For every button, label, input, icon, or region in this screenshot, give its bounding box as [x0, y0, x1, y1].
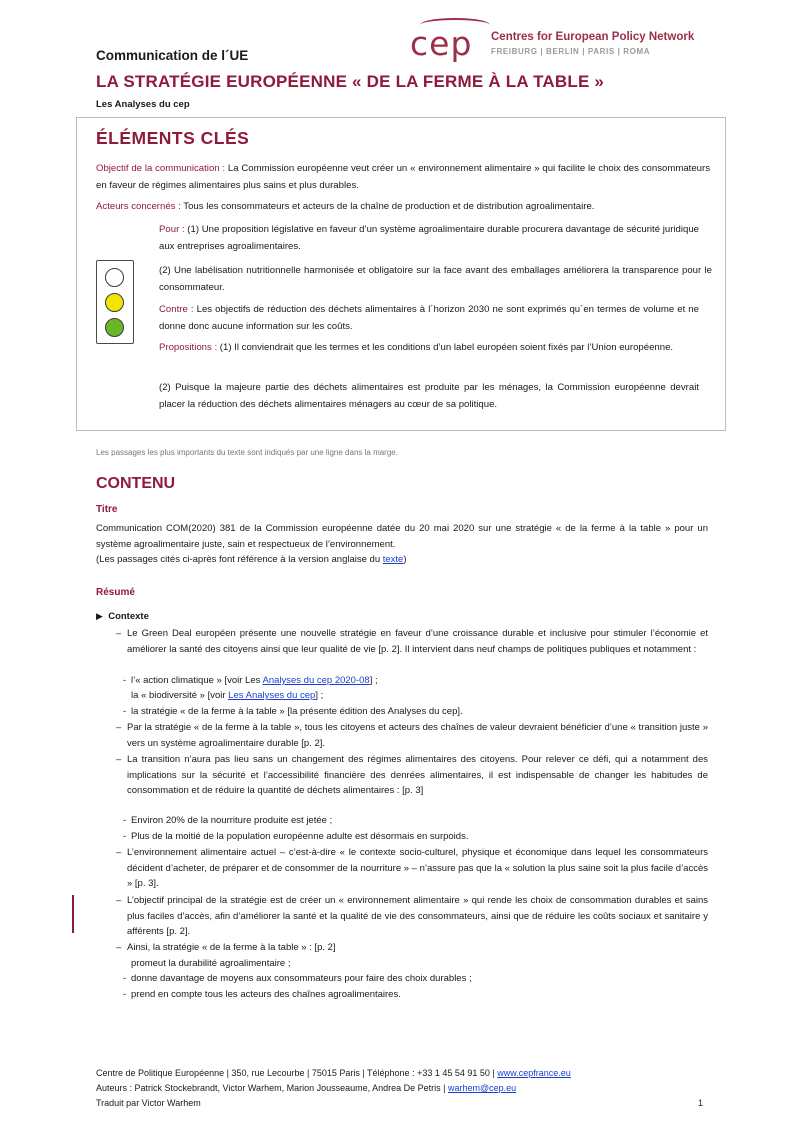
acteurs-paragraph: Acteurs concernés : Tous les consommateurs et acteurs de la chaîne de production et de distribution agroalimentaire.: [96, 201, 595, 212]
traffic-light-middle-icon: [105, 293, 124, 312]
objectif-label: Objectif de la communication :: [96, 163, 226, 174]
propositions-paragraph-1: Propositions : (1) Il conviendrait que les termes et les conditions d’un label européen soient fixés par l’Union européenne.: [159, 342, 674, 353]
dash-icon: -: [123, 706, 127, 717]
analyses-2020-08-link[interactable]: Analyses du cep 2020-08: [262, 675, 370, 686]
dash-icon: -: [123, 989, 127, 1000]
website-link[interactable]: www.cepfrance.eu: [497, 1068, 571, 1078]
document-title: LA STRATÉGIE EUROPÉENNE « DE LA FERME À LA TABLE »: [96, 72, 605, 91]
dash-icon: –: [116, 847, 122, 858]
objectif-paragraph: Objectif de la communication : La Commission européenne veut créer un « environnement alimentaire » qui facilite le choix des consommateurs en faveur de régimes alimentaires plus sains et plus durables.: [96, 163, 710, 191]
document-subtitle: Les Analyses du cep: [96, 99, 190, 110]
dash-icon: –: [116, 754, 122, 765]
cep-logo: [410, 22, 710, 72]
sub-bullet-acteurs: prend en compte tous les acteurs des chaînes agroalimentaires.: [131, 989, 401, 1000]
pour-label: Pour :: [159, 224, 185, 235]
sub-bullet-durabilite: promeut la durabilité agroalimentaire ;: [131, 958, 291, 969]
contenu-heading: CONTENU: [96, 475, 176, 492]
bullet-environnement-actuel: L’environnement alimentaire actuel – c’est-à-dire « le contexte socio-culturel, physique et économique dans lequel les consommateurs décident d’acheter, de préparer et de consommer de la nourriture » – n’assure pas que la « solution la plus saine soit la plus facile d’accès » [p. 3].: [127, 847, 708, 889]
traffic-light-top-icon: [105, 268, 124, 287]
bullet-transition-juste: Par la stratégie « de la ferme à la table », tous les citoyens et acteurs des chaînes de valeur devraient bénéficier d’une « transition juste » vers un système agroalimentaire durable [p. 2].: [127, 722, 708, 749]
logo-cep-text: cep: [410, 24, 472, 63]
communication-label: Communication de l´UE: [96, 48, 249, 63]
sub-bullet-nourriture-jetee: Environ 20% de la nourriture produite est jetée ;: [131, 815, 333, 826]
page-number: 1: [698, 1098, 704, 1108]
bullet-transition-regimes: La transition n’aura pas lieu sans un changement des régimes alimentaires des citoyens. Pour relever ce défi, qui a notamment des implications sur la sécurité et l’accessibilité financière des denrées alimentaires, il est indispensable de changer les habitudes de consommation et de réduire la quantité de déchets alimentaires : [p. 3]: [127, 754, 708, 796]
dash-icon: -: [123, 831, 127, 842]
dash-icon: –: [116, 895, 122, 906]
bullet-objectif-principal: L’objectif principal de la stratégie est de créer un « environnement alimentaire » qui rende les choix de consommation durables et sains plus faciles d’accès, afin d’améliorer la santé et la qualité de vie des consommateurs, ainsi que de réduire les coûts sociaux et sanitaire y afférents [p. 2].: [127, 895, 708, 937]
footer-translator: Traduit par Victor Warhem: [96, 1098, 201, 1108]
sub-bullet-action-climatique: l’« action climatique » [voir Les Analyses du cep 2020-08] ;: [131, 675, 378, 686]
contexte-heading: ▶ Contexte: [96, 611, 149, 622]
sub-bullet-surpoids: Plus de la moitié de la population européenne adulte est désormais en surpoids.: [131, 831, 469, 842]
margin-note: Les passages les plus importants du texte sont indiqués par une ligne dans la marge.: [96, 448, 398, 457]
texte-link[interactable]: texte: [382, 554, 404, 565]
titre-note: (Les passages cités ci-après font référence à la version anglaise du texte): [96, 554, 407, 565]
dash-icon: -: [123, 815, 127, 826]
key-elements-heading: ÉLÉMENTS CLÉS: [96, 128, 250, 148]
propositions-label: Propositions :: [159, 342, 218, 353]
sub-bullet-ferme-table: la stratégie « de la ferme à la table » [la présente édition des Analyses du cep].: [131, 706, 463, 717]
bullet-ainsi: Ainsi, la stratégie « de la ferme à la table » : [p. 2]: [127, 942, 336, 953]
contre-paragraph: Contre : Les objectifs de réduction des déchets alimentaires à l´horizon 2030 ne sont exprimés qu´en termes de volume et ne donne donc aucune information sur les coûts.: [159, 304, 699, 332]
propositions-paragraph-2: (2) Puisque la majeure partie des déchets alimentaires est produite par les ménages, la Commission européenne devrait placer la réduction des déchets alimentaires ménagers au cœur de sa politique.: [159, 382, 699, 410]
bullet-green-deal: Le Green Deal européen présente une nouvelle stratégie en faveur d’une croissance durable et inclusive pour stimuler l’économie et améliorer la santé des citoyens ainsi que leur qualité de vie [p. 2]. Il intervient dans neuf champs de politiques publiques et notamment :: [127, 628, 708, 655]
footer-address: Centre de Politique Européenne | 350, rue Lecourbe | 75015 Paris | Téléphone : +33 1 45 54 91 50 | www.cepfrance.eu: [96, 1068, 571, 1078]
dash-icon: –: [116, 628, 122, 639]
acteurs-label: Acteurs concernés :: [96, 201, 181, 212]
titre-text: Communication COM(2020) 381 de la Commission européenne datée du 20 mai 2020 sur une stratégie « de la ferme à la table » pour un système agroalimentaire juste, sain et respectueux de l’environnement.: [96, 523, 708, 550]
logo-network-name: Centres for European Policy Network: [491, 31, 695, 43]
pour-paragraph-1: Pour : (1) Une proposition législative en faveur d’un système agroalimentaire durable procurera davantage de sécurité juridique aux entreprises agroalimentaires.: [159, 224, 699, 252]
resume-heading: Résumé: [96, 587, 135, 598]
dash-icon: –: [116, 722, 122, 733]
pour-paragraph-2: (2) Une labélisation nutritionnelle harmonisée et obligatoire sur la face avant des emballages améliorera la transparence pour le consommateur.: [159, 265, 712, 293]
email-link[interactable]: warhem@cep.eu: [448, 1083, 517, 1093]
analyses-cep-link[interactable]: Les Analyses du cep: [228, 690, 316, 701]
dash-icon: –: [116, 942, 122, 953]
triangle-bullet-icon: ▶: [96, 611, 103, 621]
logo-cities: FREIBURG | BERLIN | PARIS | ROMA: [491, 47, 651, 56]
traffic-light-bottom-icon: [105, 318, 124, 337]
sub-bullet-moyens: donne davantage de moyens aux consommateurs pour faire des choix durables ;: [131, 973, 472, 984]
dash-icon: -: [123, 973, 127, 984]
dash-icon: -: [123, 675, 127, 686]
contre-label: Contre :: [159, 304, 194, 315]
titre-heading: Titre: [96, 504, 118, 515]
margin-importance-line: [72, 895, 74, 933]
traffic-light-icon: [96, 260, 134, 344]
sub-bullet-biodiversite: la « biodiversité » [voir Les Analyses du cep] ;: [131, 690, 324, 701]
footer-authors: Auteurs : Patrick Stockebrandt, Victor Warhem, Marion Jousseaume, Andrea De Petris | warhem@cep.eu: [96, 1083, 517, 1093]
